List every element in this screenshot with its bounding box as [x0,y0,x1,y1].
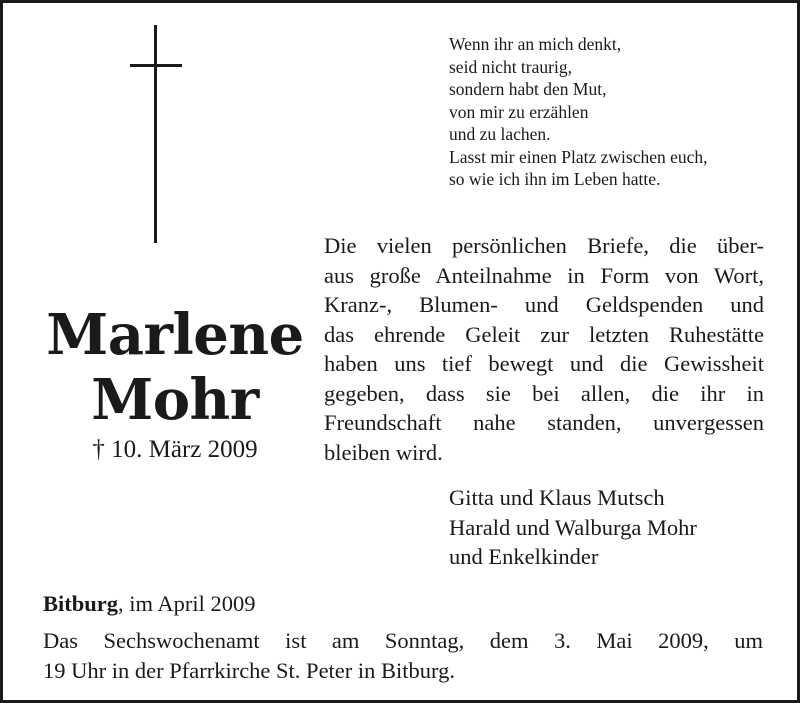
thanks-line: das ehrende Geleit zur letzten Ruhestätte [324,321,764,347]
cross-icon [130,25,182,243]
poem-line: Lasst mir einen Platz zwischen euch, [449,146,708,167]
dagger-icon: † [92,436,105,463]
family-line: Gitta und Klaus Mutsch [449,485,665,510]
poem-line: seid nicht traurig, [449,56,572,77]
notice-line: 19 Uhr in der Pfarrkirche St. Peter in Bitburg. [43,658,456,683]
thanks-line: Kranz-, Blumen- und Geldspenden und [324,292,764,317]
place-date-line [43,589,256,618]
family-line: und Enkelkinder [449,544,599,569]
thanks-line: haben uns tief bewegt und die Gewissheit [324,351,764,376]
thanks-line: Freundschaft nahe standen, unvergessen [324,410,764,435]
deceased-first-name: Marlene [46,302,304,368]
thanks-text [324,231,764,467]
death-date: 10. März 2009 [111,436,258,463]
thanks-line: gegeben, dass sie bei allen, die ihr in [324,380,764,406]
notice-line: Das Sechswochenamt ist am Sonntag, dem 3. Mai 2009, um [43,628,763,653]
poem-line: und zu lachen. [449,124,551,144]
place-date: , im April 2009 [118,591,256,616]
deceased-last-name: Mohr [91,367,259,433]
poem-line: sondern habt den Mut, [449,79,607,99]
cross-horizontal-bar [130,64,182,67]
thanks-line: aus große Anteilnahme in Form von Wort, [324,262,764,288]
poem-line: von mir zu erzählen [449,101,589,122]
memorial-poem [449,33,789,191]
family-line: Harald und Walburga Mohr [449,514,697,540]
thanks-line: bleiben wird. [324,439,443,465]
mass-notice [43,626,763,686]
poem-line: so wie ich ihn im Leben hatte. [449,169,661,189]
thanks-line: Die vielen persönlichen Briefe, die über- [324,233,764,258]
death-date-line [25,435,325,465]
poem-line: Wenn ihr an mich denkt, [449,34,622,54]
family-signatures [449,483,779,572]
cross-vertical-bar [154,25,157,243]
place-city: Bitburg [43,591,119,616]
